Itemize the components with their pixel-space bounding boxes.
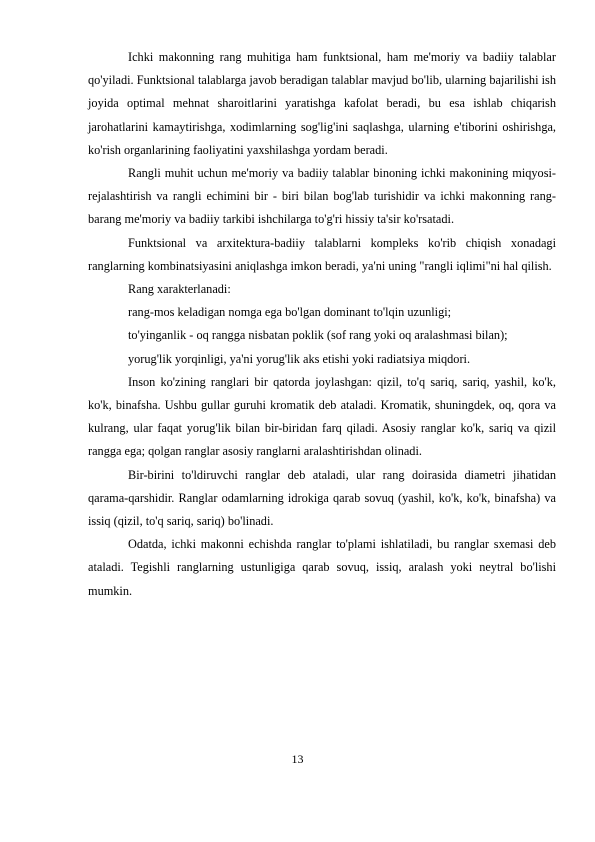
document-page <box>88 46 556 603</box>
paragraph-saturation: to'yinganlik - oq rangga nisbatan poklik (sof rang yoki oq aralashmasi bilan); <box>128 328 508 343</box>
paragraph-chromatic-colors: Inson ko'zining ranglari bir qatorda joylashgan: qizil, to'q sariq, sariq, yashil, ko'k, ko'k, binafsha. Ushbu gullar guruhi kromatik deb ataladi. Kromatik, shuningdek, oq, qora va kulrang, ular faqat yorug'lik bilan bir-biridan farq qiladi. Asosiy ranglar ko'k, sariq va qizil rangga ega; qolgan ranglar asosiy ranglarni aralashtirishdan olinadi. <box>88 374 556 459</box>
paragraph-hue: rang-mos keladigan nomga ega bo'lgan dominant to'lqin uzunligi; <box>128 305 452 320</box>
paragraph-functional-requirements: Ichki makonning rang muhitiga ham funktsional, ham me'moriy va badiiy talablar qo'yiladi. Funktsional talablarga javob beradigan talablar mavjud bo'lib, ularning bajarilishi ish joyida optimal mehnat sharoitlarini yaratishga kafolat beradi, bu esa ishlab chiqarish jarohatlarini kamaytirishga, xodimlarning sog'lig'ini saqlashga, ularning e'tiborini oshirishga, ko'rish organlarining faoliyatini yaxshilashga yordam beradi. <box>88 50 556 157</box>
paragraph-brightness: yorug'lik yorqinligi, ya'ni yorug'lik aks etishi yoki radiatsiya miqdori. <box>128 351 471 366</box>
paragraph-color-characterized: Rang xarakterlanadi: <box>128 282 231 297</box>
paragraph-color-scheme: Odatda, ichki makonni echishda ranglar to'plami ishlatiladi, bu ranglar sxemasi deb ataladi. Tegishli ranglarning ustunligiga qarab sovuq, issiq, aralash yoki neytral bo'lishi mumkin. <box>88 537 556 598</box>
paragraph-complementary-colors: Bir-birini to'ldiruvchi ranglar deb ataladi, ular rang doirasida diametri jihatidan qarama-qarshidir. Ranglar odamlarning idrokiga qarab sovuq (yashil, ko'k, ko'k, binafsha) va issiq (qizil, to'q sariq, sariq) bo'linadi. <box>88 467 556 529</box>
paragraph-color-climate: Funktsional va arxitektura-badiiy talablarni kompleks ko'rib chiqish xonadagi ranglarning kombinatsiyasini aniqlashga imkon beradi, ya'ni uning "rangli iqlimi"ni hal qilish. <box>88 235 556 273</box>
page-number: 13 <box>291 752 304 766</box>
paragraph-architectural-requirements: Rangli muhit uchun me'moriy va badiiy talablar binoning ichki makonining miqyosi-rejalashtirish va rangli echimini bir - biri bilan bog'lab turishidir va ichki makonning rang-barang me'moriy va badiiy tarkibi ishchilarga to'g'ri hissiy ta'sir ko'rsatadi. <box>88 166 556 227</box>
